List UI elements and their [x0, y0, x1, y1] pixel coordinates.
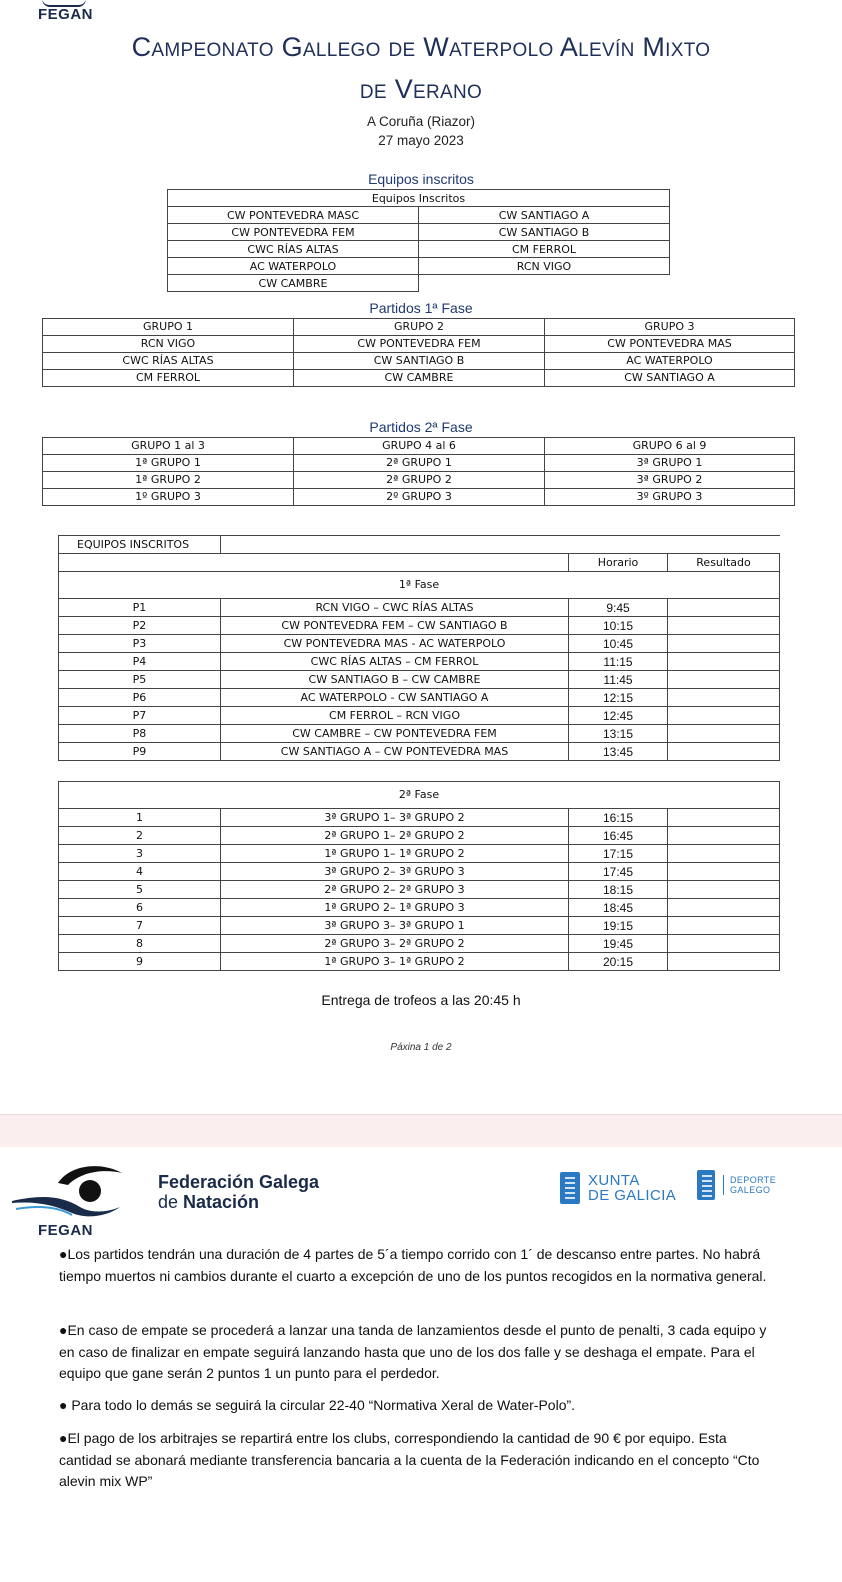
match-teams: 1ª GRUPO 2– 1ª GRUPO 3: [221, 899, 569, 917]
match-time: 9:45: [569, 599, 668, 617]
match-result: [668, 899, 780, 917]
group-slot: 3ª GRUPO 2: [545, 472, 795, 489]
group-slot: 3º GRUPO 3: [545, 489, 795, 506]
match-teams: 2ª GRUPO 2– 2ª GRUPO 3: [221, 881, 569, 899]
match-time: 17:45: [569, 863, 668, 881]
team-cell: CW PONTEVEDRA MASC: [168, 207, 419, 224]
match-teams: 3ª GRUPO 1– 3ª GRUPO 2: [221, 809, 569, 827]
location: A Coruña (Riazor): [366, 114, 476, 129]
match-teams: CWC RÍAS ALTAS – CM FERROL: [221, 653, 569, 671]
match-result: [668, 935, 780, 953]
match-id: P9: [59, 743, 221, 761]
page-title-line2: de Verano: [359, 74, 483, 104]
federation-name-line2: [158, 1192, 319, 1212]
match-time: 17:15: [569, 845, 668, 863]
match-time: 11:15: [569, 653, 668, 671]
match-time: 19:15: [569, 917, 668, 935]
team-cell: CW SANTIAGO A: [419, 207, 670, 224]
group-slot: 2ª GRUPO 1: [294, 455, 545, 472]
match-id: P2: [59, 617, 221, 635]
match-time: 13:45: [569, 743, 668, 761]
team-cell: CW SANTIAGO B: [419, 224, 670, 241]
match-teams: CW PONTEVEDRA FEM – CW SANTIAGO B: [221, 617, 569, 635]
group-slot: 3ª GRUPO 1: [545, 455, 795, 472]
empty-cell: [59, 554, 569, 572]
schedule2-table: [58, 781, 780, 971]
match-id: 7: [59, 917, 221, 935]
rule-paragraph: ● Para todo lo demás se seguirá la circular 22-40 “Normativa Xeral de Water-Polo”.: [59, 1397, 576, 1413]
fase1-table: [42, 318, 795, 387]
match-teams: 3ª GRUPO 3– 3ª GRUPO 1: [221, 917, 569, 935]
match-teams: RCN VIGO – CWC RÍAS ALTAS: [221, 599, 569, 617]
match-id: 2: [59, 827, 221, 845]
match-time: 18:15: [569, 881, 668, 899]
group-team: CWC RÍAS ALTAS: [43, 353, 294, 370]
match-id: 3: [59, 845, 221, 863]
match-result: [668, 809, 780, 827]
match-result: [668, 653, 780, 671]
fase1-caption: Partidos 1ª Fase: [369, 300, 473, 316]
empty-cell: [221, 536, 780, 554]
empty-cell: [419, 275, 670, 292]
group-team: CM FERROL: [43, 370, 294, 387]
match-time: 16:15: [569, 809, 668, 827]
match-id: P7: [59, 707, 221, 725]
inscritos-header: Equipos Inscritos: [168, 190, 670, 207]
deporte-emblem-icon: [697, 1170, 715, 1200]
match-result: [668, 743, 780, 761]
group-header: GRUPO 1: [43, 319, 294, 336]
match-id: P8: [59, 725, 221, 743]
xunta-line2: DE GALICIA: [588, 1187, 677, 1204]
group-header: GRUPO 6 al 9: [545, 438, 795, 455]
event-date: 27 mayo 2023: [378, 133, 464, 148]
resultado-header: Resultado: [668, 554, 780, 572]
xunta-line1: XUNTA: [588, 1172, 640, 1189]
match-id: P3: [59, 635, 221, 653]
match-time: 16:45: [569, 827, 668, 845]
swimmer-wave-logo-icon: [10, 1155, 130, 1225]
match-result: [668, 689, 780, 707]
match-time: 18:45: [569, 899, 668, 917]
group-team: CW PONTEVEDRA MAS: [545, 336, 795, 353]
match-time: 12:15: [569, 689, 668, 707]
match-id: P5: [59, 671, 221, 689]
match-teams: AC WATERPOLO - CW SANTIAGO A: [221, 689, 569, 707]
group-team: CW CAMBRE: [294, 370, 545, 387]
match-teams: 1ª GRUPO 1– 1ª GRUPO 2: [221, 845, 569, 863]
page-separator: [0, 1114, 842, 1147]
match-time: 20:15: [569, 953, 668, 971]
match-id: 9: [59, 953, 221, 971]
match-id: 4: [59, 863, 221, 881]
rule-paragraph: ●El pago de los arbitrajes se repartirá entre los clubs, correspondiendo la cantidad de 90 € por equipo. Esta cantidad se abonará mediante transferencia bancaria a la cuenta de la Federación indicando en el concepto “Cto alevin mix WP”: [59, 1430, 760, 1489]
fase2-table: [42, 437, 795, 506]
group-header: GRUPO 3: [545, 319, 795, 336]
schedule1-table: [58, 535, 780, 761]
phase-header: 2ª Fase: [59, 782, 780, 809]
match-id: P4: [59, 653, 221, 671]
team-cell: AC WATERPOLO: [168, 258, 419, 275]
deporte-line2: GALEGO: [730, 1185, 771, 1195]
group-team: AC WATERPOLO: [545, 353, 795, 370]
deporte-logo: [697, 1170, 776, 1200]
federation-name-line1: Federación Galega: [158, 1172, 320, 1192]
match-time: 10:15: [569, 617, 668, 635]
group-team: CW PONTEVEDRA FEM: [294, 336, 545, 353]
federation-name-bold: Natación: [183, 1192, 260, 1212]
match-time: 11:45: [569, 671, 668, 689]
match-result: [668, 599, 780, 617]
xunta-emblem-icon: [560, 1172, 580, 1204]
deporte-text: [723, 1175, 776, 1195]
xunta-text: [588, 1173, 676, 1203]
xunta-logo: [560, 1170, 676, 1206]
group-team: CW SANTIAGO B: [294, 353, 545, 370]
match-result: [668, 863, 780, 881]
group-slot: 1ª GRUPO 1: [43, 455, 294, 472]
group-team: CW SANTIAGO A: [545, 370, 795, 387]
team-cell: CW PONTEVEDRA FEM: [168, 224, 419, 241]
group-slot: 1ª GRUPO 2: [43, 472, 294, 489]
match-teams: CW SANTIAGO A – CW PONTEVEDRA MAS: [221, 743, 569, 761]
group-slot: 2ª GRUPO 2: [294, 472, 545, 489]
team-cell: CM FERROL: [419, 241, 670, 258]
match-result: [668, 917, 780, 935]
horario-header: Horario: [569, 554, 668, 572]
match-id: 5: [59, 881, 221, 899]
match-teams: CW CAMBRE – CW PONTEVEDRA FEM: [221, 725, 569, 743]
match-teams: 1ª GRUPO 3– 1ª GRUPO 2: [221, 953, 569, 971]
match-id: P1: [59, 599, 221, 617]
group-header: GRUPO 4 al 6: [294, 438, 545, 455]
match-id: 6: [59, 899, 221, 917]
match-result: [668, 953, 780, 971]
match-teams: 3ª GRUPO 2– 3ª GRUPO 3: [221, 863, 569, 881]
group-header: GRUPO 2: [294, 319, 545, 336]
match-result: [668, 635, 780, 653]
match-id: 8: [59, 935, 221, 953]
page-title-line1: Campeonato Gallego de Waterpolo Alevín Mixto: [131, 32, 711, 62]
group-slot: 2º GRUPO 3: [294, 489, 545, 506]
inscritos-caption: Equipos inscritos: [368, 171, 474, 187]
schedule-title: EQUIPOS INSCRITOS: [59, 536, 221, 554]
match-time: 19:45: [569, 935, 668, 953]
match-result: [668, 671, 780, 689]
federation-name-prefix: de: [158, 1192, 184, 1212]
match-teams: CM FERROL – RCN VIGO: [221, 707, 569, 725]
match-result: [668, 617, 780, 635]
rule-paragraph: ●En caso de empate se procederá a lanzar una tanda de lanzamientos desde el punto de penalti, 3 cada equipo y en caso de finalizar en empate seguirá lanzando hasta que uno de los dos falle y se deshaga el empate. Para el equipo que gane serán 2 puntos 1 un punto para el perdedor.: [59, 1322, 767, 1381]
match-result: [668, 845, 780, 863]
match-result: [668, 707, 780, 725]
rule-paragraph: ●Los partidos tendrán una duración de 4 partes de 5´a tiempo corrido con 1´ de descanso entre partes. No habrá tiempo muertos ni cambios durante el cuarto a excepción de uno de los puntos recogidos en la normativa general.: [59, 1246, 767, 1284]
group-header: GRUPO 1 al 3: [43, 438, 294, 455]
federation-name: [158, 1172, 319, 1212]
match-id: P6: [59, 689, 221, 707]
match-time: 12:45: [569, 707, 668, 725]
match-teams: 2ª GRUPO 1– 2ª GRUPO 2: [221, 827, 569, 845]
inscritos-table: [167, 189, 670, 292]
match-time: 13:15: [569, 725, 668, 743]
phase-header: 1ª Fase: [59, 572, 780, 599]
team-cell: CW CAMBRE: [168, 275, 419, 292]
match-time: 10:45: [569, 635, 668, 653]
brand-logo-text-footer: FEGAN: [38, 1222, 93, 1239]
match-teams: 2ª GRUPO 3– 2ª GRUPO 2: [221, 935, 569, 953]
brand-logo-text: FEGAN: [38, 6, 93, 23]
trophy-note: Entrega de trofeos a las 20:45 h: [321, 992, 521, 1008]
page-number: Páxina 1 de 2: [390, 1042, 452, 1053]
match-result: [668, 881, 780, 899]
team-cell: RCN VIGO: [419, 258, 670, 275]
group-slot: 1º GRUPO 3: [43, 489, 294, 506]
match-teams: CW PONTEVEDRA MAS - AC WATERPOLO: [221, 635, 569, 653]
match-result: [668, 725, 780, 743]
team-cell: CWC RÍAS ALTAS: [168, 241, 419, 258]
match-result: [668, 827, 780, 845]
group-team: RCN VIGO: [43, 336, 294, 353]
match-teams: CW SANTIAGO B – CW CAMBRE: [221, 671, 569, 689]
match-id: 1: [59, 809, 221, 827]
fase2-caption: Partidos 2ª Fase: [369, 419, 473, 435]
deporte-line1: DEPORTE: [730, 1175, 777, 1185]
